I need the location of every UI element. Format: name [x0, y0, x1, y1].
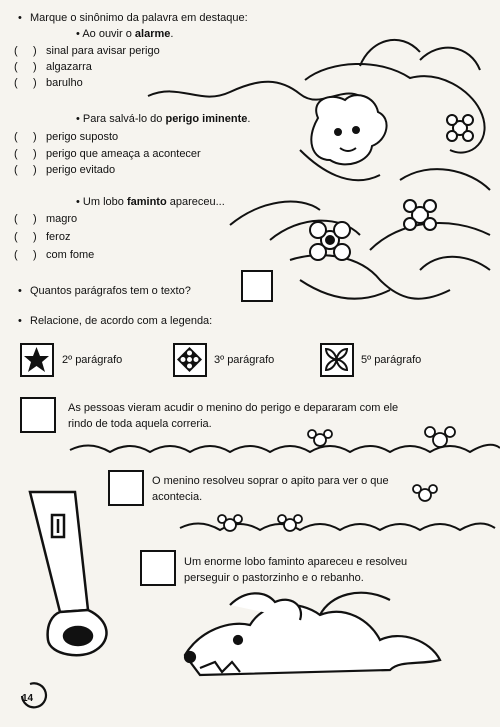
option-1a: sinal para avisar perigo [46, 45, 160, 57]
checkbox-3b[interactable]: ( ) [14, 231, 37, 243]
legend-label-3: 3º parágrafo [214, 354, 275, 366]
question-1-intro: Marque o sinônimo da palavra em destaque: [30, 12, 248, 24]
question-3-text: Relacione, de acordo com a legenda: [30, 315, 213, 327]
option-3c: com fome [46, 249, 95, 261]
checkbox-2a[interactable]: ( ) [14, 131, 37, 143]
option-1c: barulho [46, 77, 83, 89]
diamond-dots-icon [175, 345, 204, 374]
answer-box-item-3[interactable] [140, 550, 176, 586]
option-2b: perigo que ameaça a acontecer [46, 148, 201, 160]
option-2a: perigo suposto [46, 131, 119, 143]
x-petals-icon [322, 345, 351, 374]
checkbox-2c[interactable]: ( ) [14, 164, 37, 176]
option-3b: feroz [46, 231, 71, 243]
answer-box-item-1[interactable] [20, 397, 56, 433]
stem-2 [76, 113, 250, 126]
stem-1 [76, 28, 173, 41]
stem-2-pre: Para salvá-lo do [82, 113, 166, 125]
stem-1-post: . [170, 28, 174, 40]
option-2c: perigo evitado [46, 164, 116, 176]
flower-illustration [308, 427, 455, 501]
flower-illustration [310, 200, 436, 260]
item-3-line-2: perseguir o pastorzinho e o rebanho. [184, 572, 364, 584]
stem-3-pre: Um lobo [82, 196, 127, 208]
stem-3-post: apareceu... [166, 196, 225, 208]
legend-label-2: 2º parágrafo [62, 354, 123, 366]
bullet: • [18, 285, 22, 297]
option-1b: algazarra [46, 61, 92, 73]
stem-2-post: . [247, 113, 251, 125]
stem-3-highlight: faminto [126, 196, 167, 208]
bullet: • [76, 28, 80, 40]
stem-3 [76, 196, 225, 209]
flower-illustration [218, 515, 302, 531]
stem-2-highlight: perigo iminente [165, 113, 248, 125]
star-icon [22, 345, 51, 374]
legend-diamond-box [173, 343, 207, 377]
item-1-line-2: rindo de toda aquela correria. [68, 418, 212, 430]
legend-star-box [20, 343, 54, 377]
whistle-illustration [30, 492, 106, 655]
checkbox-3c[interactable]: ( ) [14, 249, 37, 261]
wolf-illustration [185, 593, 440, 675]
item-2-line-2: acontecia. [152, 491, 203, 503]
checkbox-2b[interactable]: ( ) [14, 148, 37, 160]
checkbox-1c[interactable]: ( ) [14, 77, 37, 89]
legend-x-box [320, 343, 354, 377]
option-3a: magro [46, 213, 78, 225]
question-2-text: Quantos parágrafos tem o texto? [30, 285, 191, 297]
item-3-line-1: Um enorme lobo faminto apareceu e resolveu [184, 556, 408, 568]
checkbox-3a[interactable]: ( ) [14, 213, 37, 225]
page-number: 14 [22, 693, 34, 704]
checkbox-1a[interactable]: ( ) [14, 45, 37, 57]
answer-box-paragraph-count[interactable] [241, 270, 273, 302]
bullet: • [76, 113, 80, 125]
bullet: • [18, 12, 22, 24]
answer-box-item-2[interactable] [108, 470, 144, 506]
bullet: • [18, 315, 22, 327]
flower-illustration [447, 115, 473, 141]
item-2-line-1: O menino resolveu soprar o apito para ver o que [152, 475, 389, 487]
bullet: • [76, 196, 80, 208]
sheep-illustration [300, 95, 387, 180]
checkbox-1b[interactable]: ( ) [14, 61, 37, 73]
legend-label-5: 5º parágrafo [361, 354, 422, 366]
stem-1-pre: Ao ouvir o [82, 28, 135, 40]
item-1-line-1: As pessoas vieram acudir o menino do perigo e depararam com ele [68, 402, 399, 414]
stem-1-highlight: alarme [134, 28, 171, 40]
